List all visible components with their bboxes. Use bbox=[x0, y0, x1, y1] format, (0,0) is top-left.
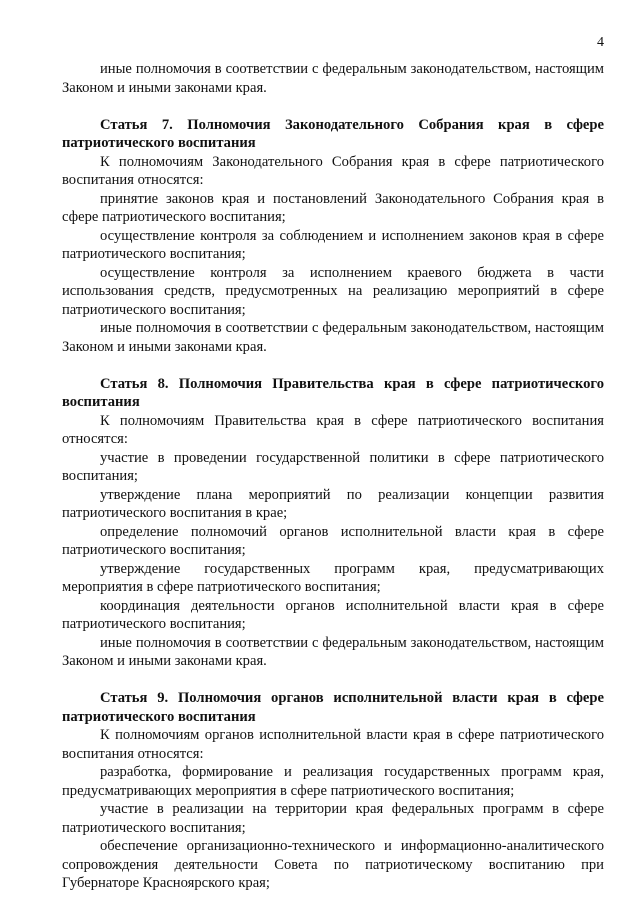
paragraph: К полномочиям Правительства края в сфере патриотического воспитания относятся: bbox=[62, 412, 604, 447]
paragraph: обеспечение организационно-технического и информационно-аналитического сопровождения деятельности Совета по патриотическому воспитанию при Губернаторе Красноярского края; bbox=[62, 838, 604, 891]
paragraph: осуществление контроля за исполнением краевого бюджета в части использования средств, предусмотренных на реализацию мероприятий в сфере патриотического воспитания; bbox=[62, 264, 604, 318]
paragraph: К полномочиям органов исполнительной власти края в сфере патриотического воспитания относятся: bbox=[62, 727, 604, 762]
paragraph: осуществление контроля за соблюдением и исполнением законов края в сфере патриотического воспитания; bbox=[62, 227, 604, 262]
page-number: 4 bbox=[597, 35, 604, 50]
paragraph-spacer bbox=[62, 671, 604, 690]
paragraph: разработка, формирование и реализация государственных программ края, предусматривающих мероприятия в сфере патриотического воспитания; bbox=[62, 764, 604, 799]
paragraph: иные полномочия в соответствии с федеральным законодательством, настоящим Законом и иными законами края. bbox=[62, 634, 604, 669]
paragraph: определение полномочий органов исполнительной власти края в сфере патриотического воспитания; bbox=[62, 523, 604, 558]
paragraph: участие в проведении государственной политики в сфере патриотического воспитания; bbox=[62, 449, 604, 484]
paragraph-spacer bbox=[62, 356, 604, 375]
paragraph: утверждение плана мероприятий по реализации концепции развития патриотического воспитания в крае; bbox=[62, 486, 604, 521]
paragraph: координация деятельности органов исполнительной власти края в сфере патриотического воспитания; bbox=[62, 597, 604, 632]
paragraph-spacer bbox=[62, 97, 604, 116]
article-heading: Статья 8. Полномочия Правительства края в сфере патриотического воспитания bbox=[62, 375, 604, 410]
paragraph: иные полномочия в соответствии с федеральным законодательством, настоящим Законом и иными законами края. bbox=[62, 61, 604, 96]
article-heading: Статья 9. Полномочия органов исполнительной власти края в сфере патриотического воспитания bbox=[62, 690, 604, 725]
paragraph: утверждение государственных программ края, предусматривающих мероприятия в сфере патриотического воспитания; bbox=[62, 560, 604, 595]
article-heading: Статья 7. Полномочия Законодательного Собрания края в сфере патриотического воспитания bbox=[62, 116, 604, 151]
paragraph: К полномочиям Законодательного Собрания края в сфере патриотического воспитания относятся: bbox=[62, 153, 604, 188]
paragraph: иные полномочия в соответствии с федеральным законодательством, настоящим Законом и иными законами края. bbox=[62, 320, 604, 355]
paragraph: участие в реализации на территории края федеральных программ в сфере патриотического воспитания; bbox=[62, 801, 604, 836]
paragraph: принятие законов края и постановлений Законодательного Собрания края в сфере патриотического воспитания; bbox=[62, 190, 604, 225]
document-body bbox=[62, 60, 604, 893]
